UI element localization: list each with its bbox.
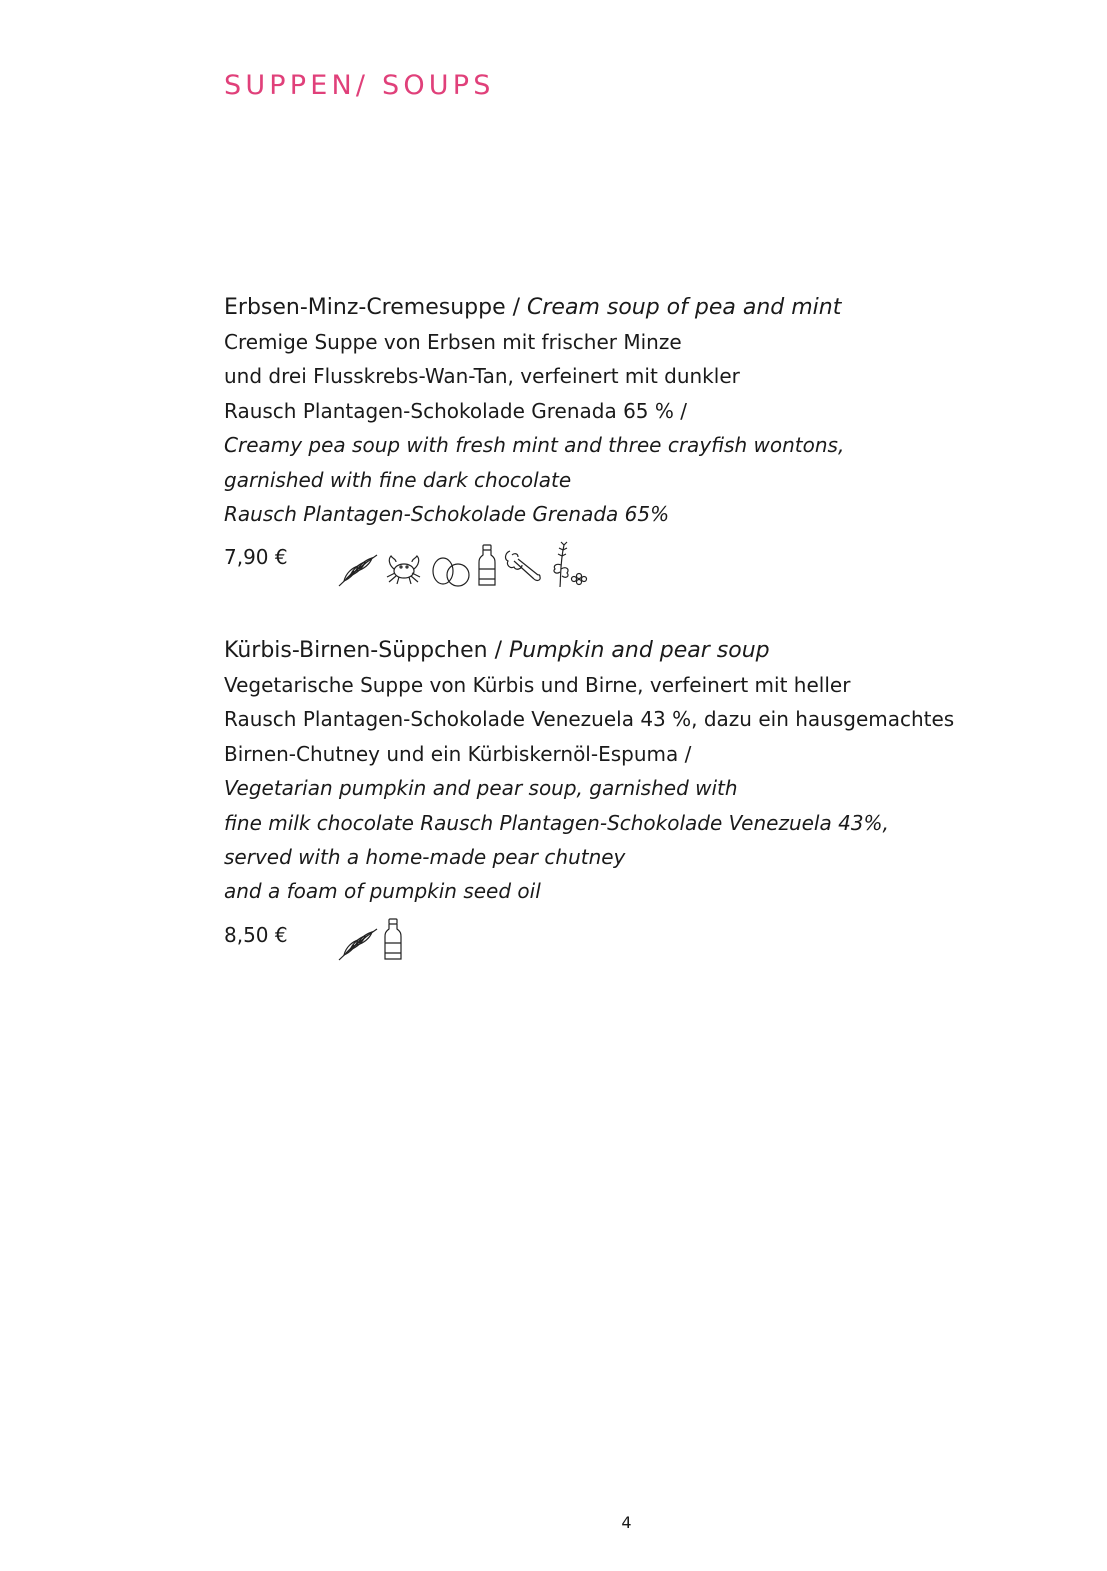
wheat-icon [336, 549, 380, 589]
description-en-line: served with a home-made pear chutney [224, 845, 626, 870]
allergen-icons [336, 917, 404, 963]
description-de-line: Cremige Suppe von Erbsen mit frischer Minze [224, 330, 682, 354]
page-number: 4 [621, 1513, 632, 1532]
section-heading: SUPPEN/ SOUPS [224, 70, 495, 101]
eggs-icon [428, 549, 474, 589]
dish-title-en: Pumpkin and pear soup [509, 638, 770, 663]
allergen-icons [336, 539, 590, 589]
dish-title-de: Erbsen-Minz-Cremesuppe / [224, 295, 521, 320]
milk-bottle-icon [476, 543, 498, 589]
celery-icon [500, 547, 546, 589]
description-de-line: Rausch Plantagen-Schokolade Venezuela 43 %, dazu ein hausgemachtes [224, 707, 955, 732]
menu-item-pea-mint-soup [224, 291, 1084, 583]
menu-item-pumpkin-pear-soup [224, 634, 1084, 961]
dish-title [224, 634, 1084, 668]
price: 7,90 € [224, 545, 288, 570]
description-en-line: Rausch Plantagen-Schokolade Grenada 65% [224, 502, 670, 527]
description-en-line: fine milk chocolate Rausch Plantagen-Schokolade Venezuela 43%, [224, 810, 889, 835]
crab-icon [382, 549, 426, 589]
price-row [224, 539, 1084, 583]
milk-bottle-icon [382, 917, 404, 963]
price: 8,50 € [224, 922, 288, 947]
dish-title [224, 291, 1084, 325]
wheat-icon [336, 923, 380, 963]
dish-title-en: Cream soup of pea and mint [527, 295, 842, 320]
mustard-icon [548, 539, 590, 589]
dish-title-de: Kürbis-Birnen-Süppchen / [224, 638, 502, 663]
price-row [224, 917, 1084, 961]
description-de-line: Birnen-Chutney und ein Kürbiskernöl-Espuma / [224, 741, 692, 766]
description-en-line: and a foam of pumpkin seed oil [224, 879, 541, 904]
description-de-line: Vegetarische Suppe von Kürbis und Birne, verfeinert mit heller [224, 673, 851, 697]
description-en-line: Creamy pea soup with fresh mint and three crayfish wontons, [224, 433, 845, 458]
description-en-line: garnished with fine dark chocolate [224, 467, 572, 492]
description-en-line: Vegetarian pumpkin and pear soup, garnished with [224, 776, 738, 801]
description-de-line: Rausch Plantagen-Schokolade Grenada 65 % / [224, 398, 687, 423]
description-de-line: und drei Flusskrebs-Wan-Tan, verfeinert mit dunkler [224, 364, 740, 389]
